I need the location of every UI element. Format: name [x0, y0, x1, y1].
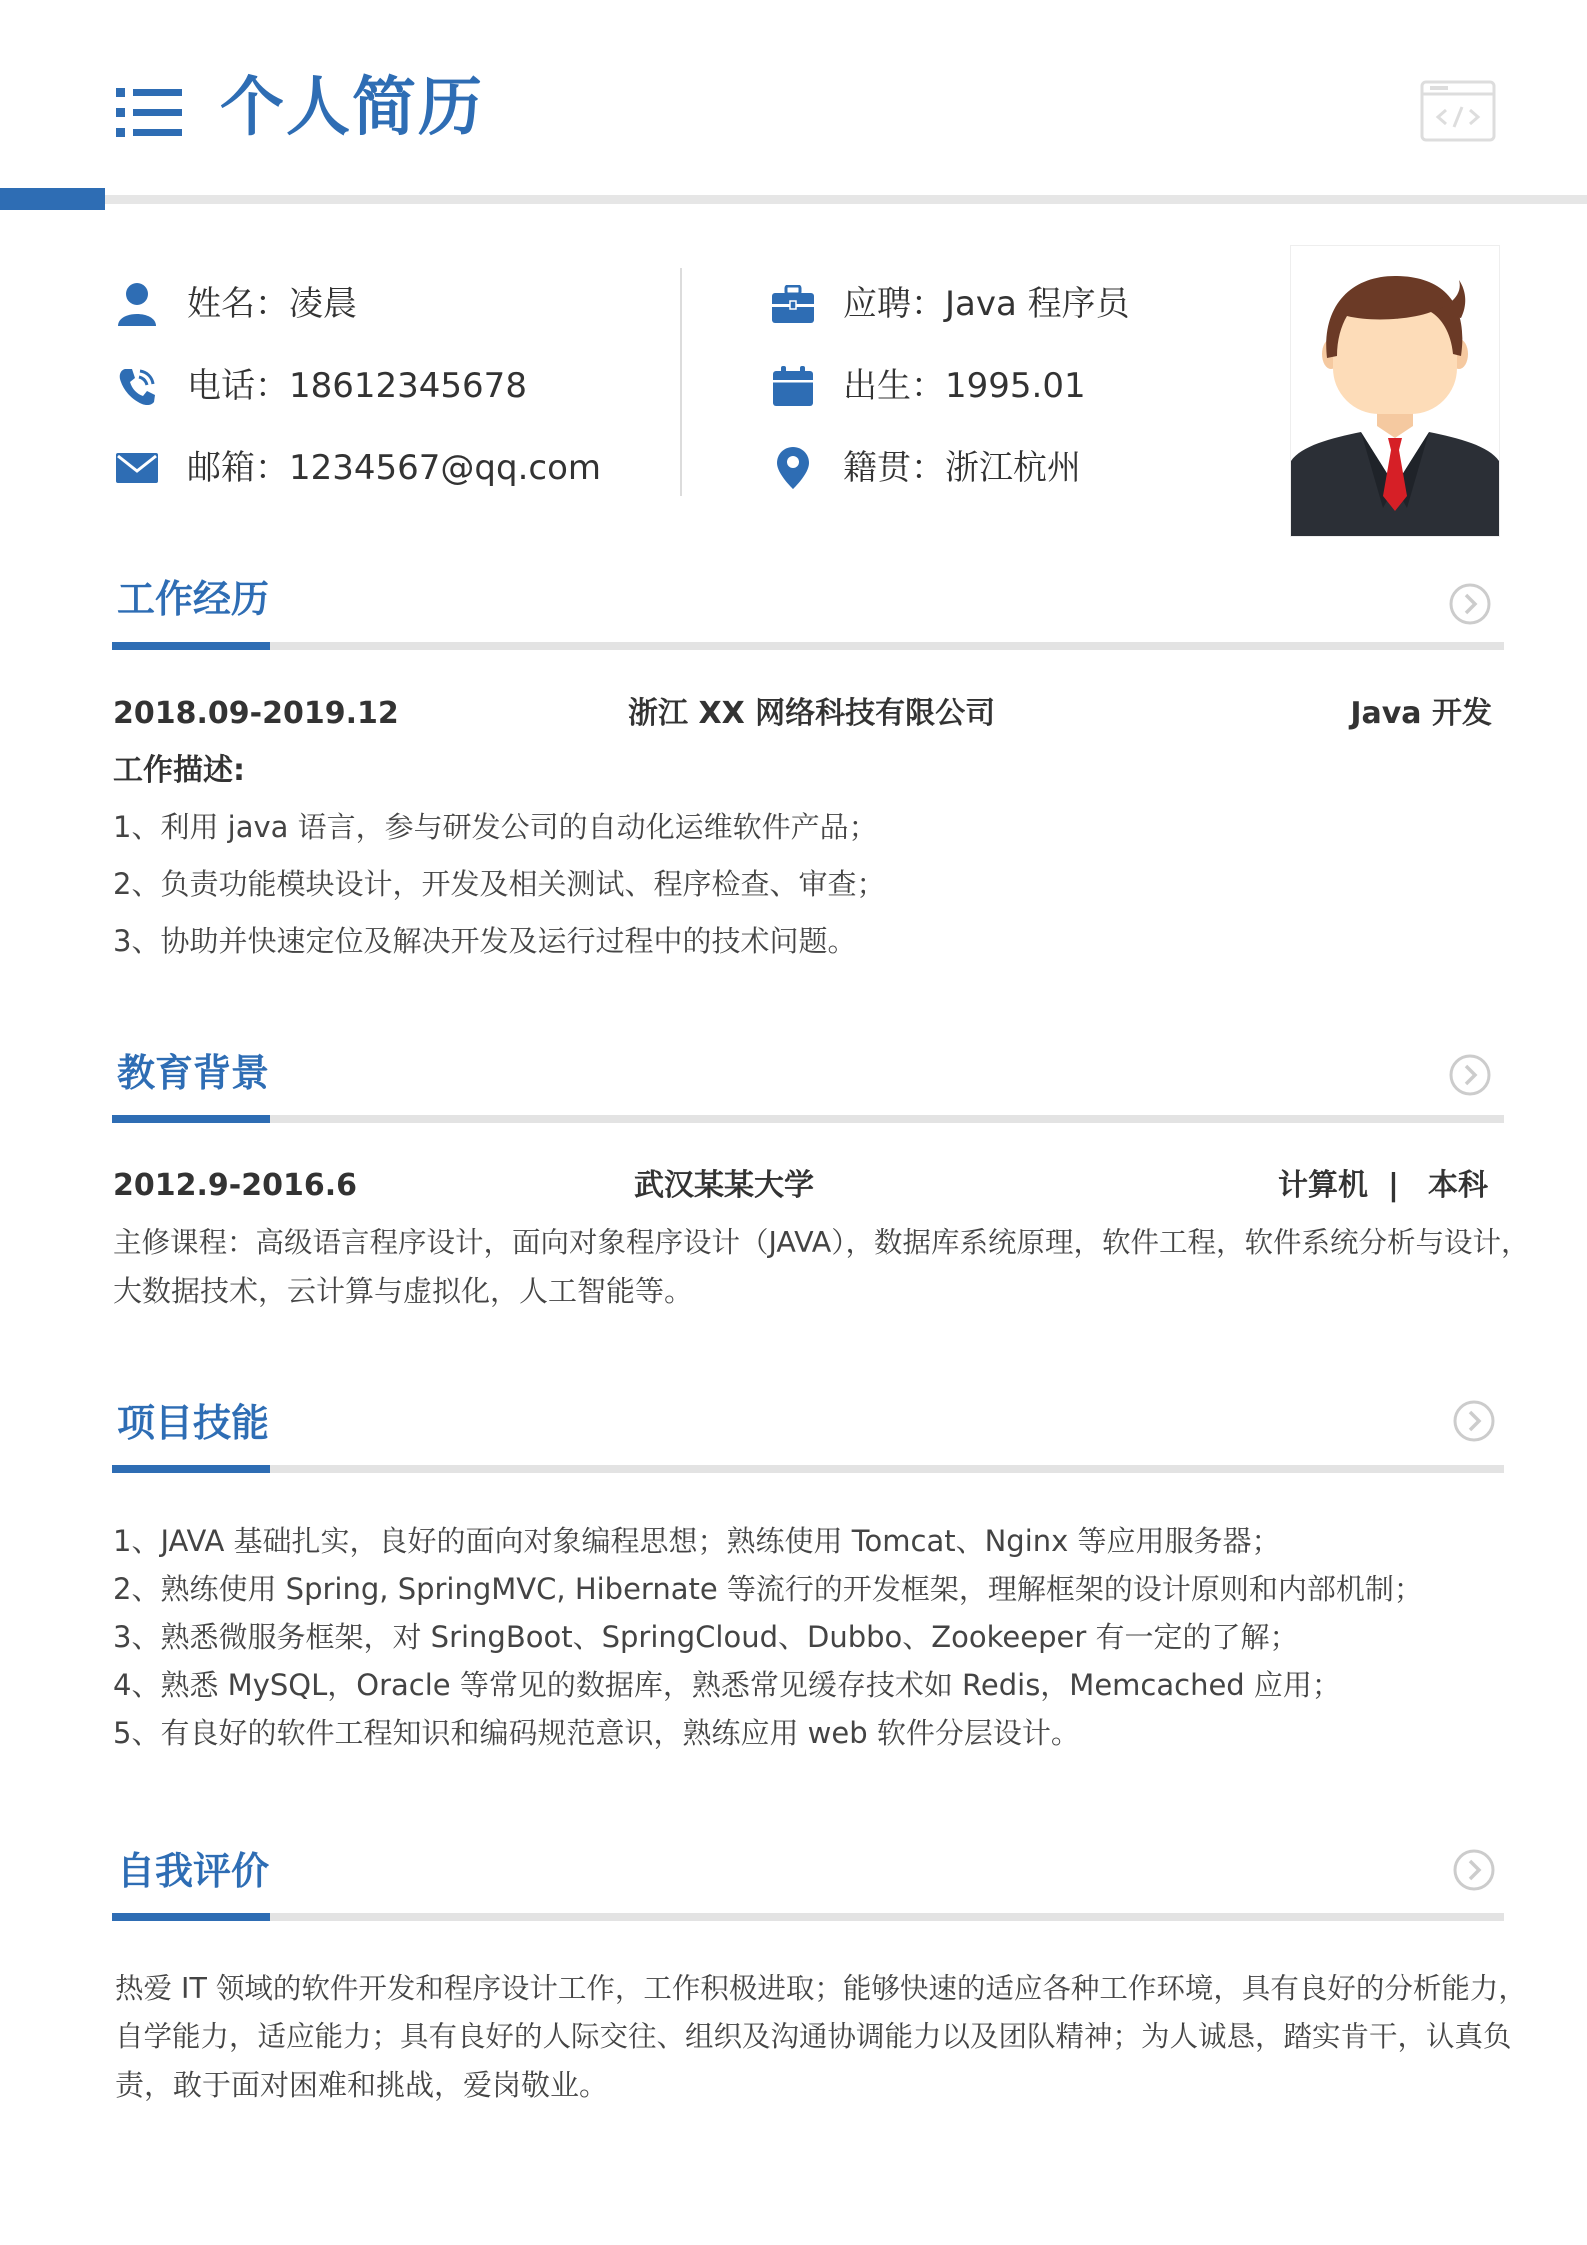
self-eval-line: 责，敢于面对困难和挑战，爱岗敬业。 — [115, 2068, 609, 2102]
name-text: 姓名：凌晨 — [187, 284, 357, 324]
edu-separator: | — [1388, 1168, 1399, 1203]
work-company: 浙江 XX 网络科技有限公司 — [628, 696, 996, 731]
header-divider-accent — [0, 188, 105, 210]
info-hometown — [771, 443, 1081, 493]
work-item: 1、利用 java 语言，参与研发公司的自动化运维软件产品； — [113, 810, 878, 844]
phone-text: 电话：18612345678 — [187, 366, 527, 406]
edu-period: 2012.9-2016.6 — [113, 1168, 357, 1203]
position-text: 应聘：Java 程序员 — [843, 284, 1130, 324]
chevron-circle-right-icon — [1448, 582, 1492, 626]
email-text: 邮箱：1234567@qq.com — [187, 448, 602, 488]
chevron-circle-right-icon — [1452, 1848, 1496, 1892]
skill-item: 3、熟悉微服务框架，对 SringBoot、SpringCloud、Dubbo、Zookeeper 有一定的了解； — [113, 1620, 1299, 1654]
section-title-work: 工作经历 — [117, 577, 270, 621]
skill-item: 4、熟悉 MySQL，Oracle 等常见的数据库，熟悉常见缓存技术如 Redis，Memcached 应用； — [113, 1668, 1341, 1702]
edu-major: 计算机 — [1278, 1168, 1368, 1203]
edu-school: 武汉某某大学 — [634, 1168, 814, 1203]
section-divider — [112, 1465, 1504, 1473]
work-role: Java 开发 — [1350, 696, 1492, 731]
section-divider — [112, 642, 1504, 650]
edu-courses-line: 主修课程：高级语言程序设计，面向对象程序设计（JAVA），数据库系统原理，软件工程，软件系统分析与设计， — [113, 1226, 1530, 1259]
section-title-self-eval: 自我评价 — [117, 1849, 270, 1893]
info-phone — [115, 361, 527, 411]
birth-text: 出生：1995.01 — [843, 366, 1086, 406]
mail-icon — [115, 446, 159, 490]
chevron-circle-right-icon — [1452, 1399, 1496, 1443]
info-birth — [771, 361, 1086, 411]
work-desc-label: 工作描述: — [113, 753, 245, 788]
self-eval-line: 自学能力，适应能力；具有良好的人际交往、组织及沟通协调能力以及团队精神；为人诚恳，踏实肯干，认真负 — [115, 2020, 1512, 2053]
info-column-divider — [680, 268, 682, 496]
info-position — [771, 279, 1130, 329]
code-window-icon — [1420, 80, 1496, 142]
section-divider-accent — [112, 1115, 270, 1123]
avatar-businessman-icon — [1291, 246, 1499, 536]
self-eval-line: 热爱 IT 领域的软件开发和程序设计工作，工作积极进取；能够快速的适应各种工作环境，具有良好的分析能力， — [115, 1972, 1527, 2005]
section-divider-accent — [112, 1913, 270, 1921]
chevron-circle-right-icon — [1448, 1053, 1492, 1097]
skill-item: 2、熟练使用 Spring, SpringMVC, Hibernate 等流行的开发框架，理解框架的设计原则和内部机制； — [113, 1572, 1423, 1606]
section-title-education: 教育背景 — [117, 1051, 270, 1095]
work-item: 2、负责功能模块设计，开发及相关测试、程序检查、审查； — [113, 867, 886, 901]
info-name — [115, 279, 357, 329]
list-menu-icon — [116, 86, 182, 138]
edu-courses-line: 大数据技术，云计算与虚拟化，人工智能等。 — [113, 1274, 694, 1308]
page-title: 个人简历 — [220, 71, 484, 145]
section-divider — [112, 1913, 1504, 1921]
work-item: 3、协助并快速定位及解决开发及运行过程中的技术问题。 — [113, 924, 857, 958]
phone-icon — [115, 364, 159, 408]
header-divider — [0, 195, 1587, 204]
briefcase-icon — [771, 282, 815, 326]
section-title-skills: 项目技能 — [117, 1401, 270, 1445]
skill-item: 5、有良好的软件工程知识和编码规范意识，熟练应用 web 软件分层设计。 — [113, 1716, 1080, 1750]
calendar-icon — [771, 364, 815, 408]
info-email — [115, 443, 601, 493]
profile-photo — [1290, 245, 1500, 537]
section-divider — [112, 1115, 1504, 1123]
user-icon — [115, 282, 159, 326]
hometown-text: 籍贯：浙江杭州 — [843, 448, 1081, 488]
work-period: 2018.09-2019.12 — [113, 696, 399, 731]
section-divider-accent — [112, 1465, 270, 1473]
edu-degree: 本科 — [1428, 1168, 1488, 1203]
section-divider-accent — [112, 642, 270, 650]
location-pin-icon — [771, 446, 815, 490]
skill-item: 1、JAVA 基础扎实，良好的面向对象编程思想；熟练使用 Tomcat、Nginx 等应用服务器； — [113, 1524, 1281, 1558]
